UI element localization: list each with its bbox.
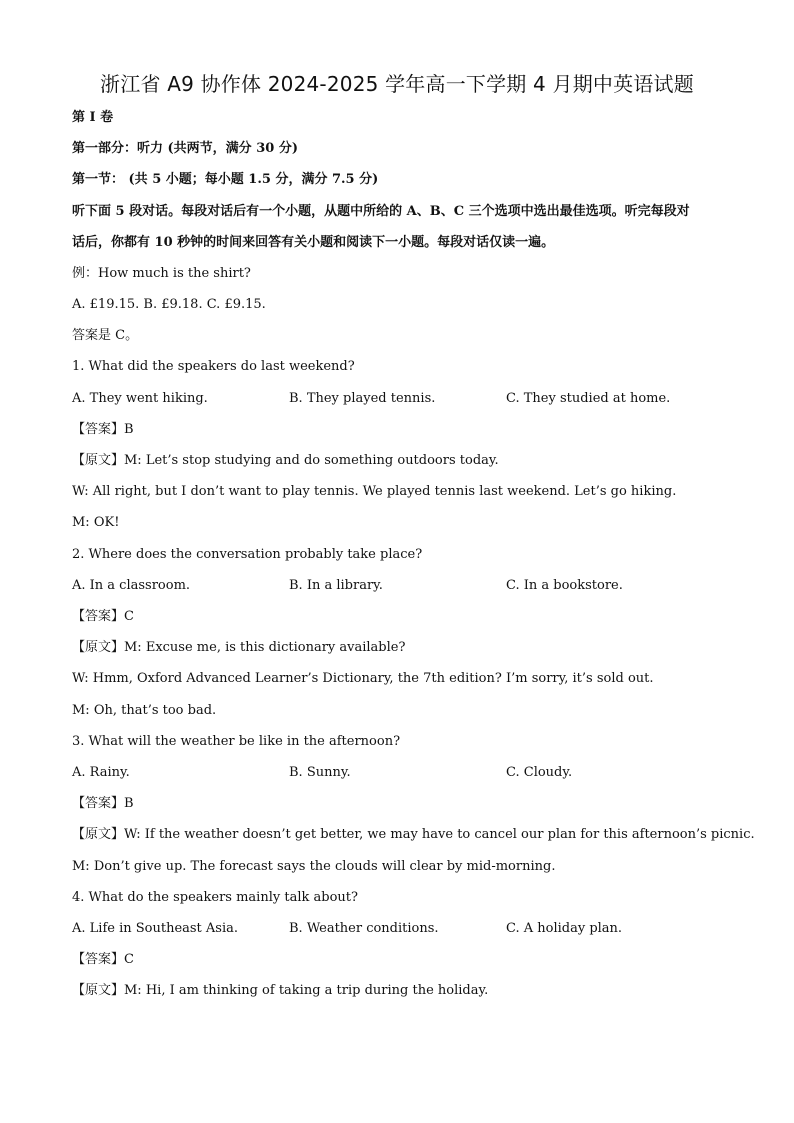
question-stem: 1. What did the speakers do last weekend? bbox=[72, 359, 355, 374]
option-b: B. They played tennis. bbox=[289, 391, 436, 406]
option-c: C. In a bookstore. bbox=[506, 578, 623, 593]
answer-line: 【答案】B bbox=[72, 422, 134, 437]
question-stem: 2. Where does the conversation probably take place? bbox=[72, 547, 423, 562]
answer-line: 【答案】C bbox=[72, 609, 134, 624]
transcript-line: 【原文】M: Hi, I am thinking of taking a trip during the holiday. bbox=[72, 983, 489, 998]
transcript-line: 【原文】W: If the weather doesn’t get better, we may have to cancel our plan for this afternoon’s picnic. bbox=[72, 827, 755, 842]
option-a: A. Rainy. bbox=[72, 765, 130, 780]
transcript-line: 【原文】M: Let’s stop studying and do something outdoors today. bbox=[72, 453, 499, 468]
answer-line: 【答案】B bbox=[72, 796, 134, 811]
example-options: A. £19.15. B. £9.18. C. £9.15. bbox=[72, 297, 266, 312]
instructions-line-1: 听下面 5 段对话。每段对话后有一个小题，从题中所给的 A、B、C 三个选项中选出最佳选项。听完每段对 bbox=[72, 204, 690, 219]
transcript-line: W: All right, but I don’t want to play tennis. We played tennis last weekend. Let’s go hiking. bbox=[72, 484, 677, 499]
example-answer: 答案是 C。 bbox=[72, 328, 139, 343]
transcript-line: 【原文】M: Excuse me, is this dictionary available? bbox=[72, 640, 406, 655]
option-b: B. In a library. bbox=[289, 578, 383, 593]
volume-heading: 第 I 卷 bbox=[72, 110, 114, 125]
transcript-line: M: Don’t give up. The forecast says the clouds will clear by mid-morning. bbox=[72, 859, 556, 874]
question-stem: 3. What will the weather be like in the afternoon? bbox=[72, 734, 401, 749]
answer-line: 【答案】C bbox=[72, 952, 134, 967]
transcript-line: M: OK! bbox=[72, 515, 120, 530]
option-a: A. They went hiking. bbox=[72, 391, 208, 406]
option-a: A. In a classroom. bbox=[72, 578, 191, 593]
instructions-line-2: 话后，你都有 10 秒钟的时间来回答有关小题和阅读下一小题。每段对话仅读一遍。 bbox=[72, 235, 555, 250]
option-c: C. They studied at home. bbox=[506, 391, 671, 406]
example-question: 例：How much is the shirt? bbox=[72, 266, 251, 281]
option-c: C. Cloudy. bbox=[506, 765, 573, 780]
page-title: 浙江省 A9 协作体 2024-2025 学年高一下学期 4 月期中英语试题 bbox=[100, 72, 694, 96]
transcript-line: W: Hmm, Oxford Advanced Learner’s Dictionary, the 7th edition? I’m sorry, it’s sold out. bbox=[72, 671, 654, 686]
option-b: B. Weather conditions. bbox=[289, 921, 439, 936]
option-a: A. Life in Southeast Asia. bbox=[72, 921, 239, 936]
question-stem: 4. What do the speakers mainly talk about? bbox=[72, 890, 358, 905]
section-heading: 第一节： (共 5 小题；每小题 1.5 分，满分 7.5 分) bbox=[72, 172, 379, 187]
part-heading: 第一部分：听力 (共两节，满分 30 分) bbox=[72, 141, 298, 156]
option-c: C. A holiday plan. bbox=[506, 921, 623, 936]
option-b: B. Sunny. bbox=[289, 765, 351, 780]
transcript-line: M: Oh, that’s too bad. bbox=[72, 703, 217, 718]
